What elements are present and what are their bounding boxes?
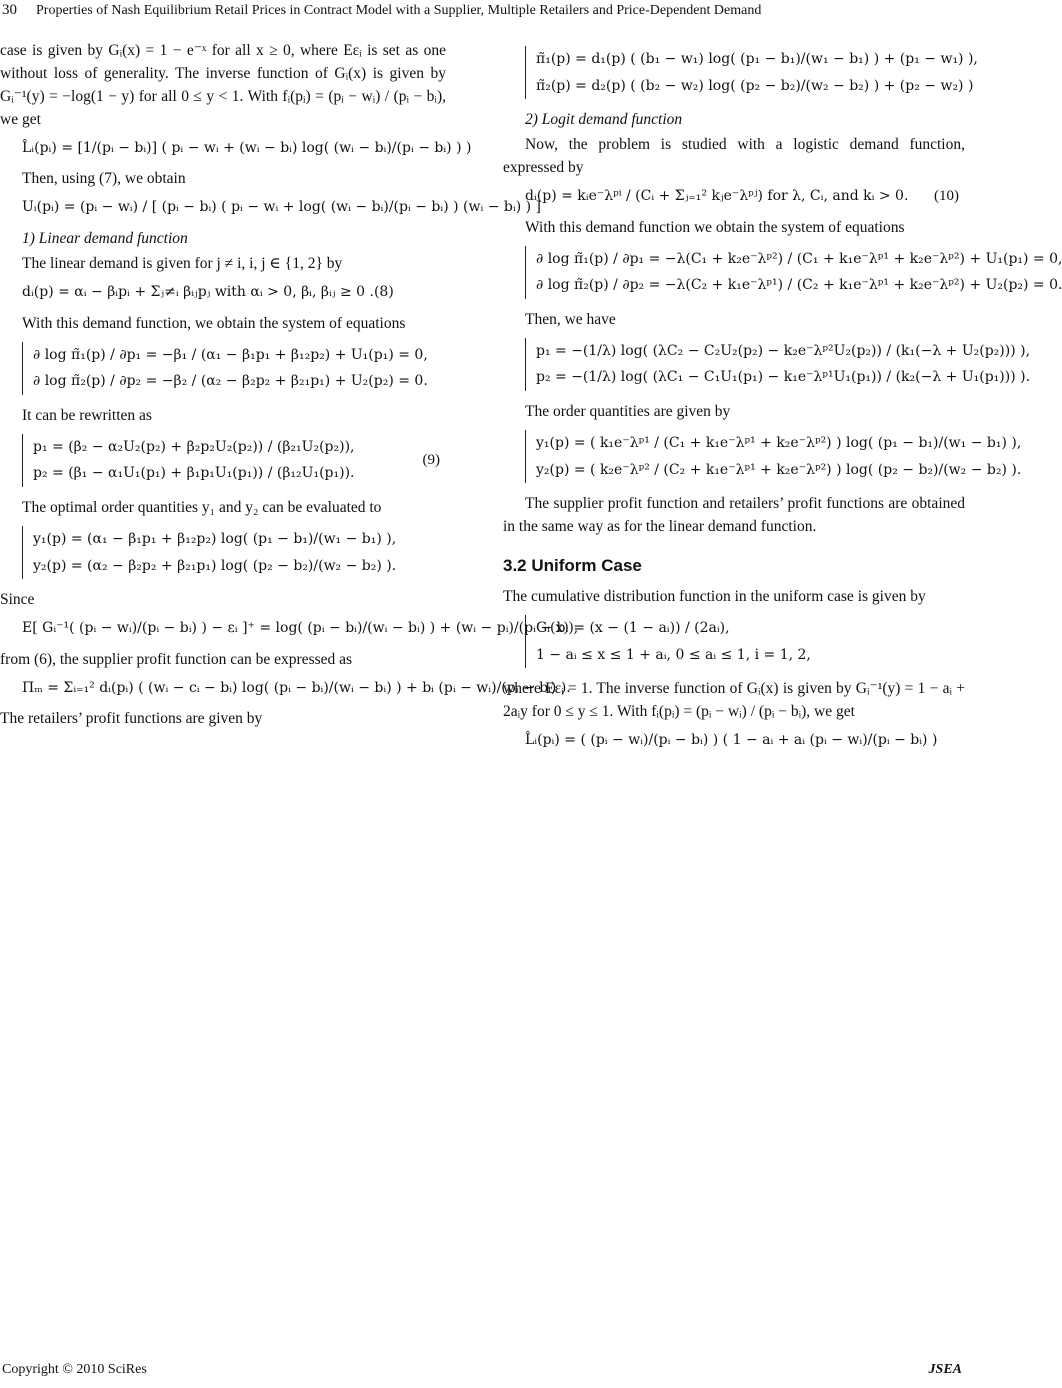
paragraph-since: Since [0,591,35,609]
equation-y1-logit: y₁(p) = ( k₁e⁻λᵖ¹ / (C₁ + k₁e⁻λᵖ¹ + k₂e⁻λᵖ²) ) log( (p₁ − b₁)/(w₁ − b₁) ), [536,434,1022,451]
equation-p2-logit: p₂ = −(1/λ) log( (λC₁ − C₁U₁(p₁) − k₁e⁻λᵖ¹U₁(p₁)) / (k₂(−λ + U₁(p₁))) ). [536,369,1031,386]
paragraph-supplier-retailers: The supplier profit function and retailers’ profit functions are obtained in the same way as for the linear demand function. [503,495,965,536]
equation-y2-linear: y₂(p) = (α₂ − β₂p₂ + β₂₁p₁) log( (p₂ − b₂)/(w₂ − b₂) ). [33,557,397,574]
paragraph-logit-demand: Now, the problem is studied with a logistic demand function, expressed by [503,136,965,177]
equation-10-body: dᵢ(p) = kᵢe⁻λᵖⁱ / (Cᵢ + Σⱼ₌₁² kⱼe⁻λᵖʲ) for λ, Cᵢ, and kᵢ > 0. [525,188,909,204]
equation-order-quantities-linear [22,526,446,579]
paragraph-optimal-quantities: The optimal order quantities y₁ and y₂ can be evaluated to [22,498,382,516]
running-header [0,0,966,26]
subheading-logit-demand: 2) Logit demand function [525,111,683,129]
paragraph-uniform-cdf: The cumulative distribution function in the uniform case is given by [503,588,926,606]
equation-order-quantities-logit [525,430,1022,483]
copyright-notice: Copyright © 2010 SciRes [2,1362,147,1377]
page-footer [0,1362,966,1384]
equation-system-logit-row-1: ∂ log π̃₁(p) / ∂p₁ = −λ(C₁ + k₂e⁻λᵖ²) / (C₁ + k₁e⁻λᵖ¹ + k₂e⁻λᵖ²) + U₁(p₁) = 0, [536,250,1062,267]
running-title: Properties of Nash Equilibrium Retail Prices in Contract Model with a Supplier, Multiple Retailers and Price-Dependent Demand [36,3,762,18]
equation-8: dᵢ(p) = αᵢ − βᵢpᵢ + Σⱼ≠ᵢ βᵢⱼpⱼ with αᵢ > 0, βᵢ, βᵢⱼ ≥ 0 .(8) [22,284,394,300]
equation-pi2: π̃₂(p) = d₂(p) ( (b₂ − w₂) log( (p₂ − b₂)/(w₂ − b₂) ) + (p₂ − w₂) ) [536,77,974,94]
equation-system-logit-row-2: ∂ log π̃₂(p) / ∂p₂ = −λ(C₂ + k₁e⁻λᵖ¹) / (C₂ + k₁e⁻λᵖ¹ + k₂e⁻λᵖ²) + U₂(p₂) = 0. [536,277,1062,294]
page-number: 30 [2,2,17,18]
equation-U: Uᵢ(pᵢ) = (pᵢ − wᵢ) / [ (pᵢ − bᵢ) ( pᵢ − wᵢ + log( (wᵢ − bᵢ)/(pᵢ − bᵢ) ) (wᵢ − bᵢ) ) ] [22,199,541,216]
journal-name: JSEA [928,1362,962,1377]
paragraph-from-6: from (6), the supplier profit function can be expressed as [0,650,353,668]
paragraph-retailers-profit: The retailers’ profit functions are given by [0,710,263,728]
equation-system-linear-row-2: ∂ log π̃₂(p) / ∂p₂ = −β₂ / (α₂ − β₂p₂ + β₂₁p₁) + U₂(p₂) = 0. [33,373,428,390]
equation-system-logit [525,246,1062,299]
paragraph-exponential-case: case is given by Gᵢ(x) = 1 − e⁻ˣ for all x ≥ 0, where Eεᵢ is set as one without loss of generality. The inverse function of Gᵢ(x) is given by Gᵢ⁻¹(y) = −log(1 − y) for all 0 ≤ y < 1. With fᵢ(pᵢ) = (pᵢ − wᵢ) / (pᵢ − bᵢ), we get [0,42,446,128]
equation-uniform-cdf-row-2: 1 − aᵢ ≤ x ≤ 1 + aᵢ, 0 ≤ aᵢ ≤ 1, i = 1, 2, [536,646,811,663]
equation-9-number: (9) [422,452,440,469]
equation-expected-loss-uniform: L̂ᵢ(pᵢ) = ( (pᵢ − wᵢ)/(pᵢ − bᵢ) ) ( 1 − aᵢ + aᵢ (pᵢ − wᵢ)/(pᵢ − bᵢ) ) [525,732,938,749]
paragraph-order-quantities: The order quantities are given by [525,402,731,420]
section-heading-uniform-case: 3.2 Uniform Case [503,555,642,575]
paragraph-linear-demand: The linear demand is given for j ≠ i, i, j ∈ {1, 2} by [22,255,343,273]
equation-retailer-profits [525,46,978,99]
equation-uniform-cdf [525,615,965,668]
equation-uniform-cdf-row-1: Gᵢ(x) = (x − (1 − aᵢ)) / (2aᵢ), [536,620,730,637]
paragraph-using-7: Then, using (7), we obtain [22,170,186,188]
equation-system-linear-row-1: ∂ log π̃₁(p) / ∂p₁ = −β₁ / (α₁ − β₁p₁ + β₁₂p₂) + U₁(p₁) = 0, [33,346,428,363]
equation-pi1: π̃₁(p) = d₁(p) ( (b₁ − w₁) log( (p₁ − b₁)/(w₁ − b₁) ) + (p₁ − w₁) ), [536,51,978,67]
equation-9 [22,434,446,487]
paragraph-system-linear: With this demand function, we obtain the system of equations [22,314,406,332]
equation-expectation: E[ Gᵢ⁻¹( (pᵢ − wᵢ)/(pᵢ − bᵢ) ) − εᵢ ]⁺ = log( (pᵢ − bᵢ)/(wᵢ − bᵢ) ) + (wᵢ − pᵢ)/(pᵢ − bᵢ), [22,620,579,637]
equation-9-row-1: p₁ = (β₂ − α₂U₂(p₂) + β₂p₂U₂(p₂)) / (β₂₁U₂(p₂)), [33,438,355,455]
equation-10-number: (10) [934,188,959,205]
equation-10 [525,186,965,207]
equation-p1-logit: p₁ = −(1/λ) log( (λC₂ − C₂U₂(p₂) − k₂e⁻λᵖ²U₂(p₂)) / (k₁(−λ + U₂(p₂))) ), [536,342,1031,359]
equation-prices-logit [525,338,1031,391]
paragraph-uniform-inverse: where Eεᵢ = 1. The inverse function of Gᵢ(x) is given by Gᵢ⁻¹(y) = 1 − aᵢ + 2aᵢy for 0 ≤ y ≤ 1. With fᵢ(pᵢ) = (pᵢ − wᵢ) / (pᵢ − bᵢ), we get [503,680,965,721]
paragraph-then-we-have: Then, we have [525,310,616,328]
paragraph-system-logit: With this demand function we obtain the system of equations [525,218,905,236]
paragraph-rewritten: It can be rewritten as [22,406,152,424]
equation-y1-linear: y₁(p) = (α₁ − β₁p₁ + β₁₂p₂) log( (p₁ − b₁)/(w₁ − b₁) ), [33,530,397,547]
equation-expected-loss: L̂ᵢ(pᵢ) = [1/(pᵢ − bᵢ)] ( pᵢ − wᵢ + (wᵢ − bᵢ) log( (wᵢ − bᵢ)/(pᵢ − bᵢ) ) ) [22,139,472,156]
subheading-linear-demand: 1) Linear demand function [22,230,188,248]
right-column [503,40,1062,761]
equation-y2-logit: y₂(p) = ( k₂e⁻λᵖ² / (C₂ + k₁e⁻λᵖ¹ + k₂e⁻λᵖ²) ) log( (p₂ − b₂)/(w₂ − b₂) ). [536,461,1022,478]
equation-supplier-profit: Πₘ = Σᵢ₌₁² dᵢ(pᵢ) ( (wᵢ − cᵢ − bᵢ) log( (pᵢ − bᵢ)/(wᵢ − bᵢ) ) + bᵢ (pᵢ − wᵢ)/(pᵢ − bᵢ) ). [22,679,571,696]
equation-system-linear [22,342,446,395]
equation-9-row-2: p₂ = (β₁ − α₁U₁(p₁) + β₁p₁U₁(p₁)) / (β₁₂U₁(p₁)). [33,465,355,482]
